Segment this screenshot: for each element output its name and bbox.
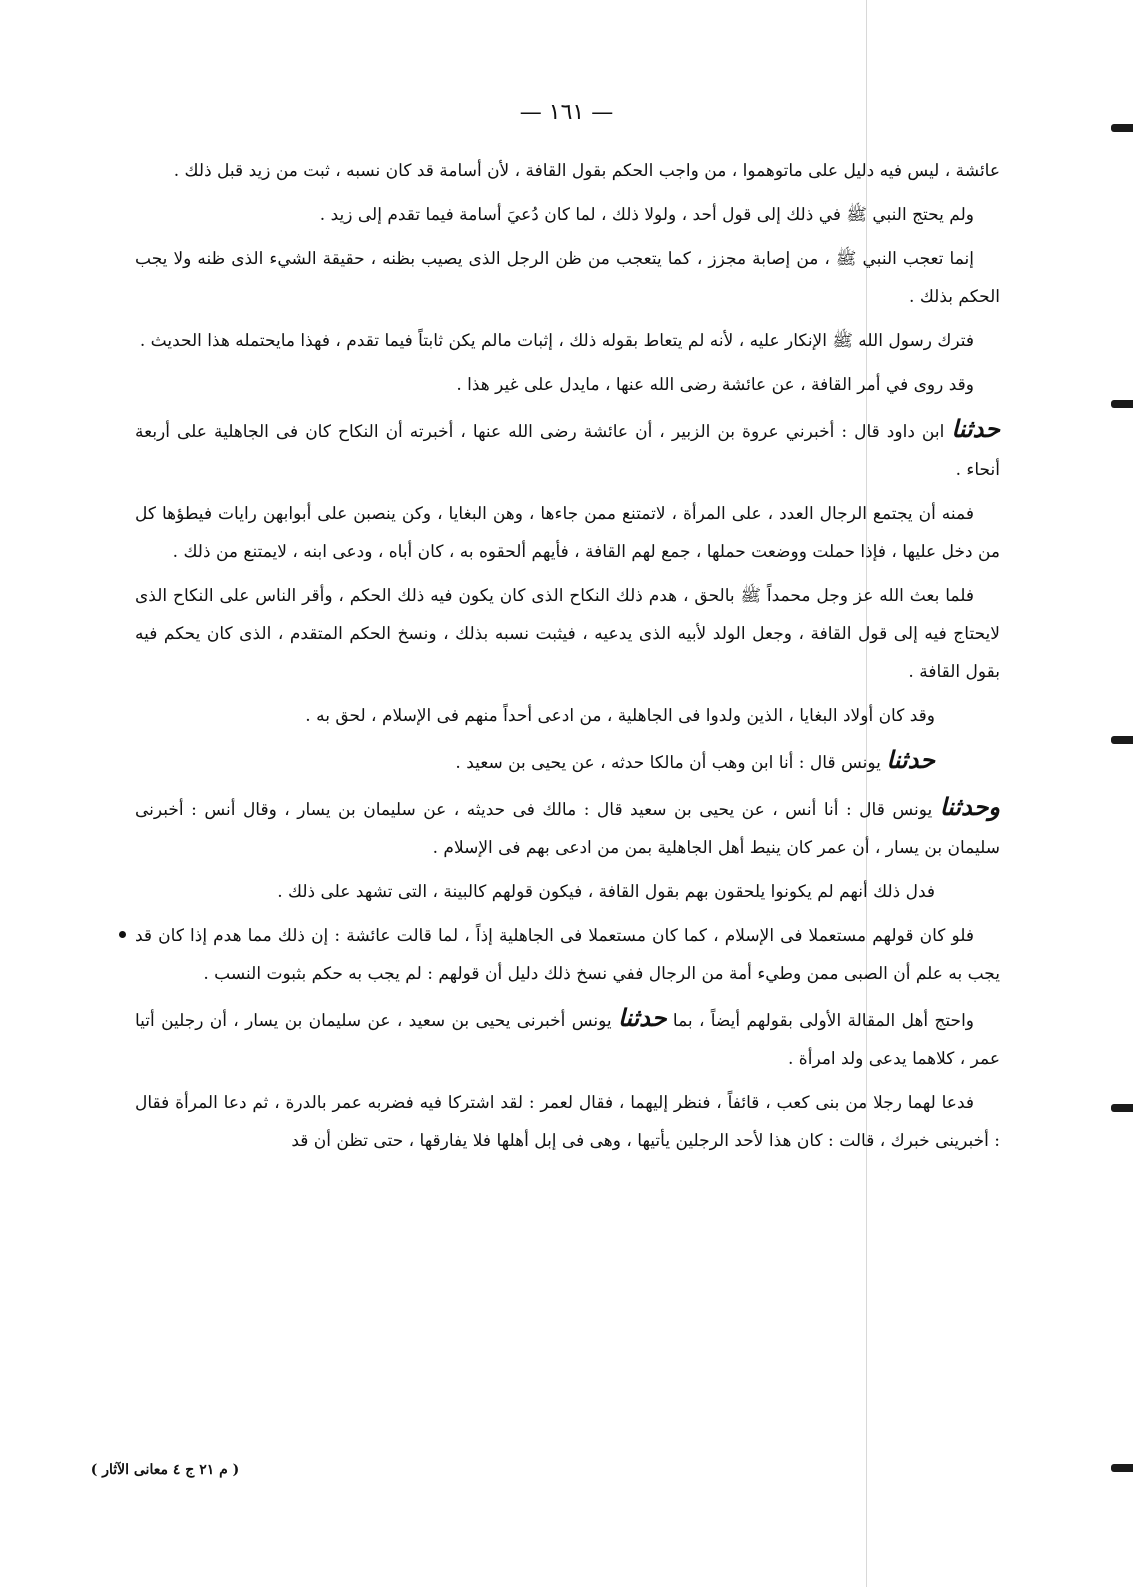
haddathana-marker: حدثنا: [951, 414, 1000, 443]
hadith-paragraph: حدثنا يونس قال : أنا ابن وهب أن مالكا حدثه ، عن يحيى بن سعيد .: [455, 745, 935, 774]
page-number: — ١٦١ —: [519, 100, 614, 125]
hadith-paragraph: واحتج أهل المقالة الأولى بقولهم أيضاً ، بما حدثنا يونس أخبرنى يحيى بن سعيد ، عن سليمان بن يسار ، أن رجلين أتيا عمر ، كلاهما يدعى ولد امرأة .: [135, 1003, 1000, 1069]
edge-mark: [1111, 1464, 1133, 1472]
paragraph: عائشة ، ليس فيه دليل على ماتوهموا ، من واجب الحكم بقول القافة ، لأن أسامة قد كان نسبه ، ثبت من زيد قبل ذلك .: [173, 161, 1000, 181]
edge-mark: [1111, 736, 1133, 744]
paragraph: فلما بعث الله عز وجل محمداً ﷺ بالحق ، هدم ذلك النكاح الذى كان يكون فيه ذلك الحكم ، وأقر الناس على النكاح الذى لايحتاج فيه إلى قول القافة ، وجعل الولد لأبيه الذى يدعيه ، فيثبت نسبه بذلك ، ونسخ الحكم المتقدم ، الذى كان يحكم فيه بقول القافة .: [135, 586, 1000, 682]
edge-mark: [1111, 124, 1133, 132]
paragraph: ولم يحتج النبي ﷺ في ذلك إلى قول أحد ، ولولا ذلك ، لما كان دُعيَ أسامة فيما تقدم إلى زيد .: [319, 205, 974, 225]
hadith-paragraph: حدثنا ابن داود قال : أخبرني عروة بن الزبير ، أن عائشة رضى الله عنها ، أخبرته أن النكاح كان فى الجاهلية على أربعة أنحاء .: [135, 414, 1000, 480]
paragraph: وقد كان أولاد البغايا ، الذين ولدوا فى الجاهلية ، من ادعى أحداً منهم فى الإسلام ، لحق به .: [305, 706, 935, 726]
paragraph: فلو كان قولهم مستعملا فى الإسلام ، كما كان مستعملا فى الجاهلية إذاً ، لما قالت عائشة : إن ذلك مما هدم إذا كان قد يجب به علم أن الصبى ممن وطيء أمة من الرجال ففي نسخ ذلك دليل أن قولهم : لم يجب به حكم بثبوت النسب .: [135, 917, 1000, 993]
hadith-paragraph: وحدثنا يونس قال : أنا أنس ، عن يحيى بن سعيد قال : مالك فى حديثه ، عن سليمان بن يسار ، وقال أنس : أخبرنى سليمان بن يسار ، أن عمر كان ينيط أهل الجاهلية بمن من ادعى بهم فى الإسلام .: [135, 792, 1000, 858]
edge-mark: [1111, 1104, 1133, 1112]
haddathana-marker: حدثنا: [886, 745, 935, 774]
paragraph: فترك رسول الله ﷺ الإنكار عليه ، لأنه لم يتعاط بقوله ذلك ، إثبات مالم يكن ثابتاً فيما تقدم ، فهذا مايحتمله هذا الحديث .: [139, 331, 974, 351]
haddathana-marker: حدثنا: [617, 1003, 667, 1032]
paragraph: فدعا لهما رجلا من بنى كعب ، قائفاً ، فنظر إليهما ، فقال لعمر : لقد اشتركا فيه فضربه عمر بالدرة ، ثم دعا المرأة فقال : أخبرينى خبرك ، قالت : كان هذا لأحد الرجلين يأتيها ، وهى فى إبل أهلها فلا يفارقها ، حتى تظن أن قد: [135, 1093, 1000, 1151]
paragraph: إنما تعجب النبي ﷺ ، من إصابة مجزز ، كما يتعجب من ظن الرجل الذى يصيب بظنه ، حقيقة الشيء الذى ظنه ولا يجب الحكم بذلك .: [135, 249, 1000, 307]
edge-mark: [1111, 400, 1133, 408]
bullet-dot: [119, 931, 126, 938]
footer-signature: ( م ٢١ ج ٤ معانى الآثار ): [90, 1462, 240, 1478]
haddathana-marker: وحدثنا: [939, 792, 1000, 821]
paragraph: وقد روى في أمر القافة ، عن عائشة رضى الله عنها ، مايدل على غير هذا .: [456, 375, 974, 395]
page-body: [135, 152, 1000, 1166]
paragraph: فدل ذلك أنهم لم يكونوا يلحقون بهم بقول القافة ، فيكون قولهم كالبينة ، التى تشهد على ذلك .: [277, 882, 935, 902]
paragraph: فمنه أن يجتمع الرجال العدد ، على المرأة ، لاتمتنع ممن جاءها ، وهن البغايا ، وكن ينصبن على أبوابهن رايات فيطؤها كل من دخل عليها ، فإذا حملت ووضعت حملها ، جمع لهم القافة ، فأيهم ألحقوه به ، كان أباه ، ودعى ابنه ، لايمتنع من ذلك .: [135, 504, 1000, 562]
